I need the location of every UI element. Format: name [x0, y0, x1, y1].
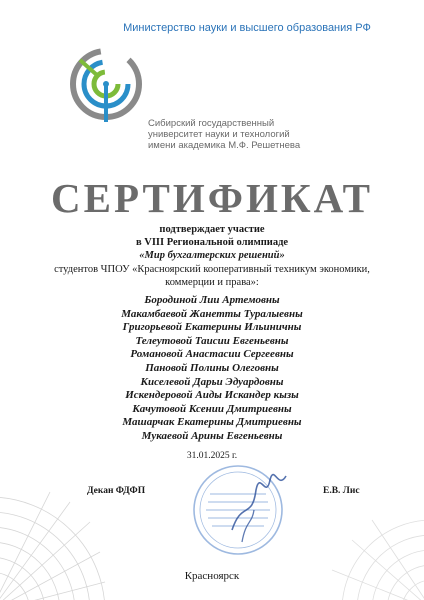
participant-name: Киселевой Дарьи Эдуардовны: [140, 375, 284, 388]
participant-name: Пановой Полины Олеговны: [145, 361, 279, 374]
university-line: имени академика М.Ф. Решетнева: [148, 140, 301, 151]
event-text: в VIII Региональной олимпиаде: [135, 237, 289, 248]
participant-name: Бородиной Лии Артемовны: [144, 294, 280, 306]
dean-label: Декан ФДФП: [87, 486, 146, 496]
participant-list: [0, 294, 424, 444]
official-stamp: [182, 460, 300, 556]
university-line: Сибирский государственный: [148, 118, 275, 129]
certificate-date: 31.01.2025 г.: [186, 451, 238, 461]
city-name: Красноярск: [184, 570, 240, 582]
event-name: «Мир бухгалтерских решений»: [139, 250, 285, 261]
university-logo-icon: [68, 44, 144, 124]
participant-name: Григорьевой Екатерины Ильиничны: [122, 321, 302, 334]
university-name: [148, 118, 348, 151]
participant-name: Качутовой Ксении Дмитриевны: [132, 402, 292, 415]
participant-name: Мукаевой Арины Евгеньевны: [141, 429, 283, 442]
certificate-title: СЕРТИФИКАТ: [51, 175, 373, 221]
signer-name: Е.В. Лис: [323, 486, 360, 496]
participant-name: Искендеровой Аиды Искандер кызы: [125, 389, 299, 402]
participants-intro: студентов ЧПОУ «Красноярский кооперативный техникум экономики, коммерции и права»:: [54, 264, 370, 288]
participant-name: Макамбаевой Жанетты Туралыевны: [121, 307, 303, 320]
ministry-header: Министерство науки и высшего образования РФ: [123, 22, 371, 34]
university-line: университет науки и технологий: [148, 129, 290, 140]
participant-name: Романовой Анастасии Сергеевны: [130, 348, 294, 361]
confirms-text: подтверждает участие: [159, 224, 265, 235]
participant-name: Телеутовой Таисии Евгеньевны: [135, 334, 289, 347]
participant-name: Машарчак Екатерины Дмитриевны: [122, 416, 302, 429]
